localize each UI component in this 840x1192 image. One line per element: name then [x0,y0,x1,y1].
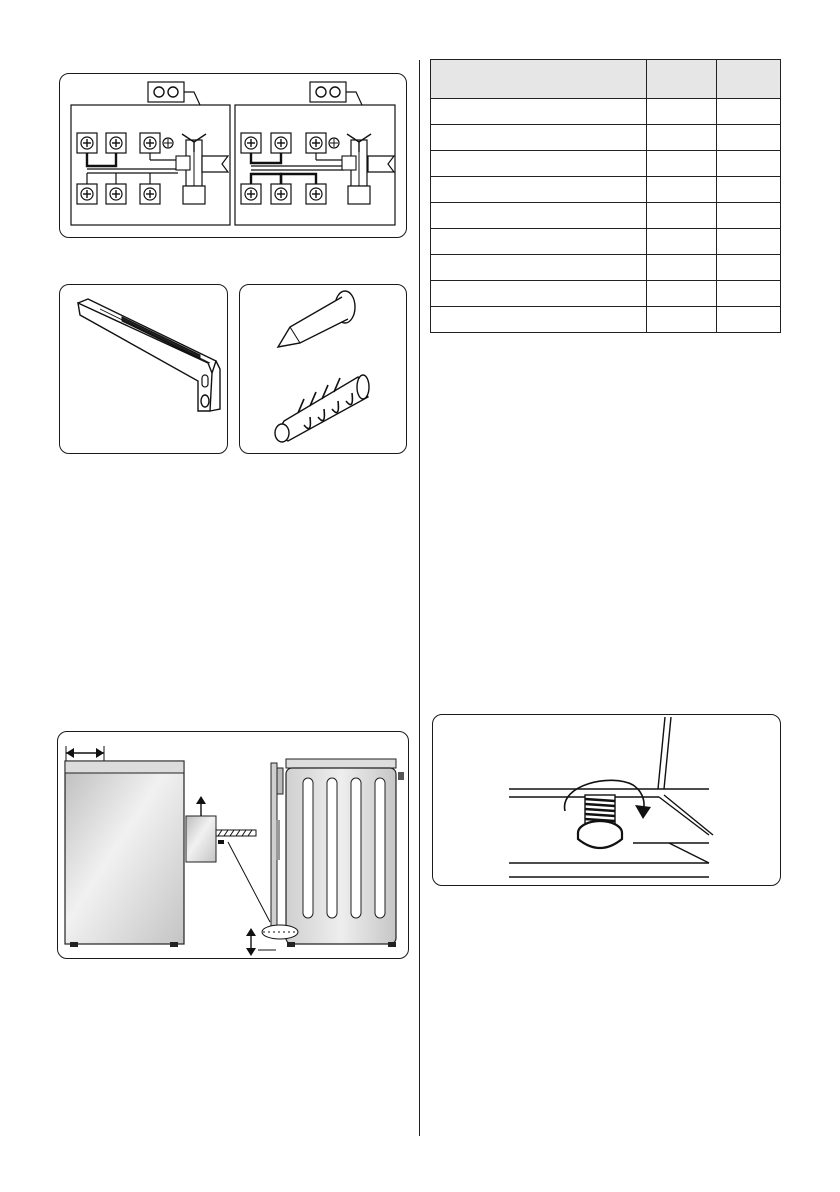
table-row [431,203,781,229]
table-cell [431,203,647,229]
foot-drawing [433,715,780,885]
bracket-drawing [60,285,227,453]
adjustable-foot-illustration [432,714,781,886]
table-row [431,177,781,203]
table-cell [717,125,781,151]
table-cell [717,307,781,333]
table-cell [431,307,647,333]
table-cell [717,255,781,281]
table-cell [431,255,647,281]
table-row [431,125,781,151]
table-header-cell [646,60,717,99]
column-divider [419,60,420,1136]
table-cell [431,281,647,307]
screw-plug-drawing [240,285,406,453]
table-cell [717,203,781,229]
table-row [431,151,781,177]
table-cell [717,151,781,177]
terminal-block-wiring-diagram [59,73,407,238]
installation-drawing [58,732,408,958]
table-cell [431,229,647,255]
wiring-drawing [60,74,406,237]
table-cell [431,99,647,125]
table-cell [717,177,781,203]
table-cell [717,281,781,307]
table-cell [717,229,781,255]
table-header-row [431,60,781,99]
table-cell [646,99,717,125]
table-cell [646,177,717,203]
screw-and-wall-plug-illustration [239,284,407,454]
table-row [431,307,781,333]
table-row [431,229,781,255]
table-row [431,255,781,281]
table-header-cell [717,60,781,99]
table-cell [431,177,647,203]
table-cell [646,151,717,177]
table-row [431,99,781,125]
appliance-installation-side-view [57,731,409,959]
table-header-cell [431,60,647,99]
table-cell [717,99,781,125]
table-cell [646,307,717,333]
table-cell [431,151,647,177]
table-row [431,281,781,307]
table-cell [646,255,717,281]
table-cell [646,229,717,255]
table-cell [646,281,717,307]
table-cell [646,125,717,151]
table-cell [431,125,647,151]
specification-table [430,59,781,333]
table-cell [646,203,717,229]
mounting-bracket-illustration [59,284,228,454]
